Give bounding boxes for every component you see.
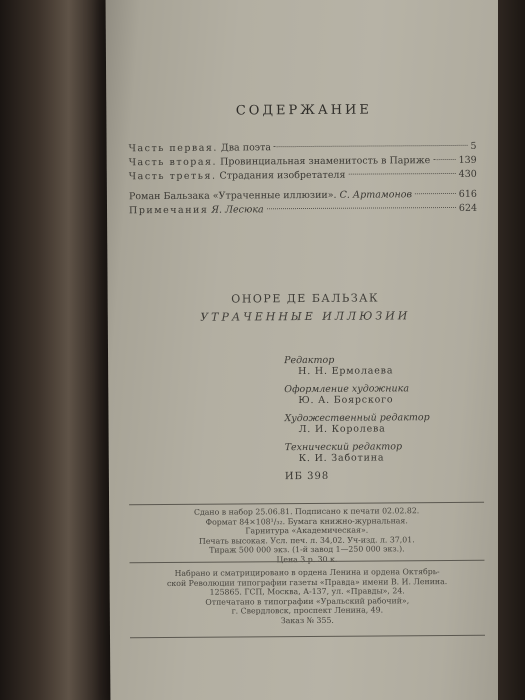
- publisher-line: Заказ № 355.: [280, 615, 334, 626]
- book-page: [105, 0, 505, 700]
- toc-entry-title: Часть третья. Страдания изобретателя: [128, 169, 346, 183]
- print-details: [129, 506, 484, 566]
- print-line: Сдано в набор 25.06.81. Подписано к печати 02.02.82.: [193, 506, 420, 517]
- publisher-details: [130, 567, 485, 627]
- publisher-line: Отпечатано в типографии «Уральский рабочий»,: [205, 596, 410, 607]
- toc-page-number: 5: [470, 140, 477, 152]
- credit-person: Л. И. Королева: [298, 423, 386, 436]
- toc-entry-title: Примечания Я. Лесюка: [128, 204, 264, 217]
- print-line: Цена 3 р. 30 к.: [276, 554, 338, 565]
- table-of-contents: [129, 141, 478, 219]
- credit-designer: [284, 383, 494, 406]
- credit-role: Художественный редактор: [284, 412, 430, 425]
- credit-tech-editor: [285, 441, 495, 464]
- page-shadow-edge: [498, 0, 525, 700]
- credit-role: Редактор: [284, 354, 335, 367]
- toc-entry: [129, 169, 477, 185]
- toc-leader-dots: [415, 193, 456, 194]
- toc-page-number: 624: [458, 202, 478, 214]
- ib-number: ИБ 398: [284, 470, 330, 483]
- print-line: Тираж 500 000 экз. (1-й завод 1—250 000 экз.).: [209, 544, 405, 556]
- book-title: УТРАЧЕННЫЕ ИЛЛЮЗИИ: [200, 309, 411, 324]
- publisher-line: Набрано и сматрицировано в ордена Ленина и ордена Октябрь-: [174, 567, 440, 578]
- toc-entry-title: Часть первая. Два поэта: [128, 142, 272, 155]
- print-line: Печать высокая. Усл. печ. л. 34,02. Уч-изд. л. 37,01.: [198, 535, 415, 546]
- credit-art-editor: [284, 412, 494, 435]
- toc-page-number: 430: [458, 168, 477, 180]
- toc-leader-dots: [348, 173, 455, 175]
- toc-entry-title: Часть вторая. Провинциальная знаменитость в Париже: [128, 155, 431, 169]
- print-line: Гарнитура «Академическая».: [245, 525, 369, 536]
- print-line: Формат 84×108¹/₃₂. Бумага книжно-журнальная.: [205, 515, 408, 527]
- toc-page-number: 139: [458, 154, 477, 166]
- contents-heading: СОДЕРЖАНИЕ: [235, 102, 372, 119]
- author-name: ОНОРЕ ДЕ БАЛЬЗАК: [231, 291, 380, 306]
- credit-role: Оформление художника: [284, 383, 410, 396]
- credit-person: Ю. А. Боярского: [298, 394, 394, 407]
- publisher-line: ской Революции типографии газеты «Правда» имени В. И. Ленина.: [166, 576, 448, 588]
- toc-entry: [129, 203, 477, 219]
- credit-role: Технический редактор: [284, 441, 403, 454]
- toc-page-number: 616: [458, 188, 477, 200]
- toc-leader-dots: [274, 145, 468, 147]
- publisher-line: г. Свердловск, проспект Ленина, 49.: [231, 605, 384, 616]
- page-content: [105, 0, 505, 700]
- toc-entry-title: Роман Бальзака «Утраченные иллюзии». С. Артамонов: [128, 189, 412, 203]
- toc-leader-dots: [433, 159, 455, 160]
- publisher-line: 125865. ГСП, Москва, А-137, ул. «Правды», 24.: [209, 586, 405, 597]
- credits-block: [284, 354, 495, 482]
- credit-person: К. И. Заботина: [298, 452, 385, 465]
- divider-rule: [130, 635, 485, 638]
- credit-editor: [284, 354, 494, 377]
- toc-leader-dots: [267, 207, 456, 209]
- credit-person: Н. Н. Ермолаева: [298, 365, 394, 378]
- divider-rule: [129, 502, 484, 505]
